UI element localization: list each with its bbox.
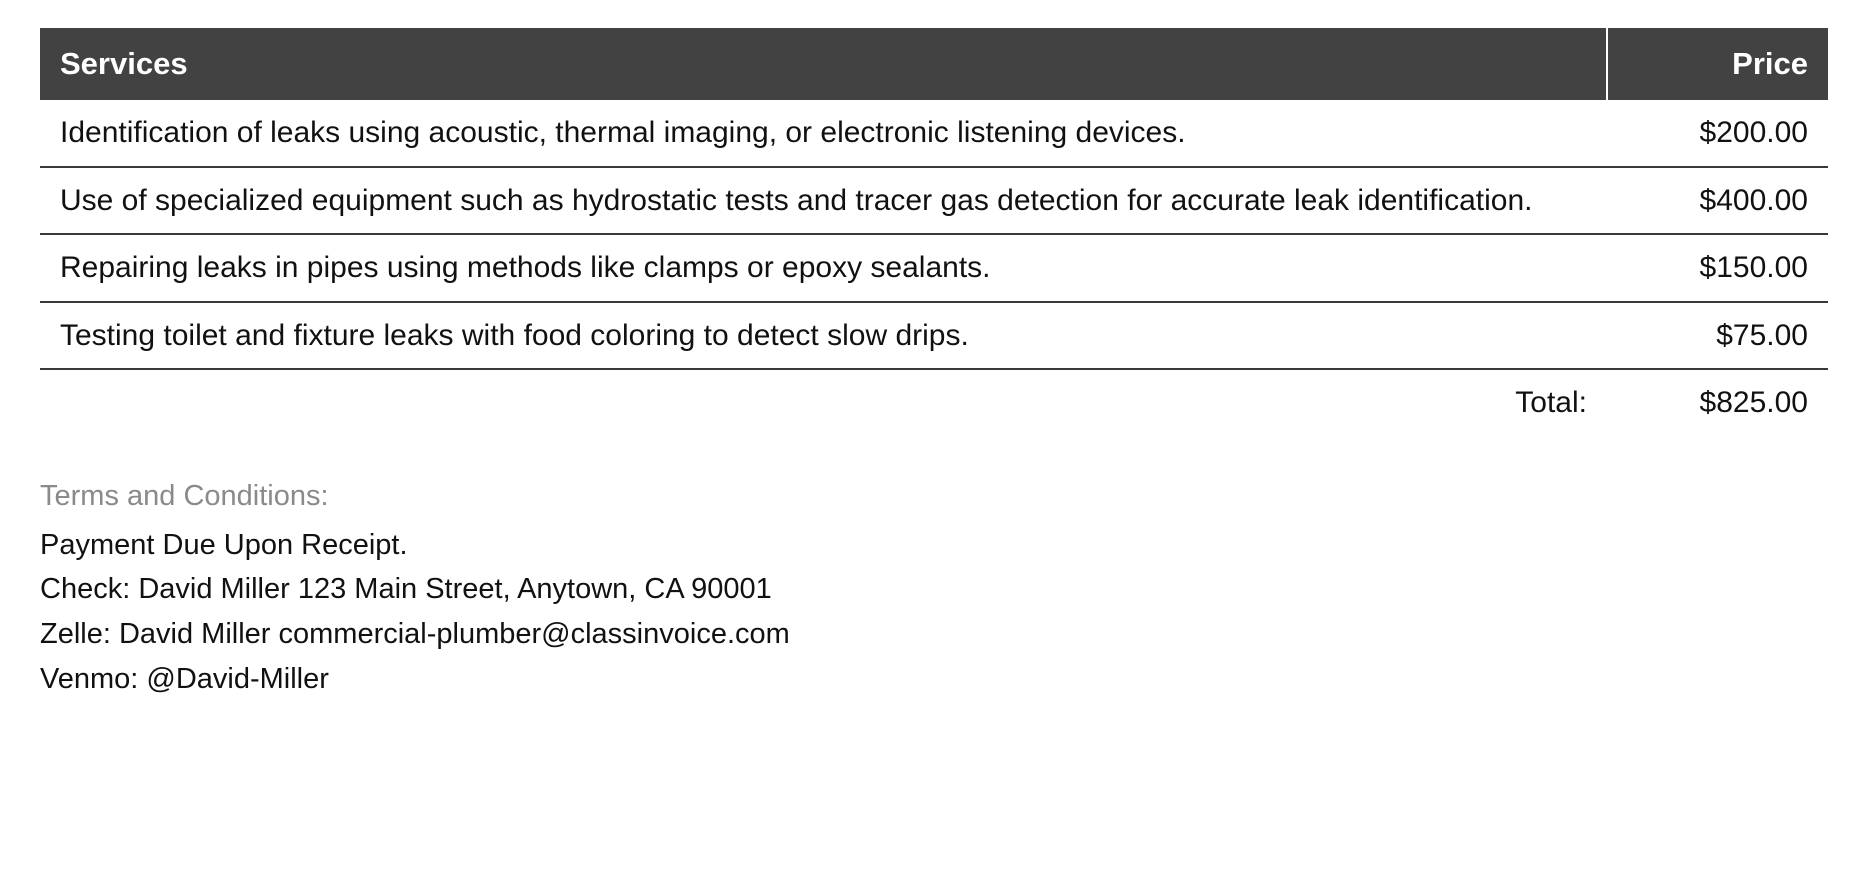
service-description: Repairing leaks in pipes using methods like clamps or epoxy sealants. bbox=[40, 234, 1607, 302]
table-total-row bbox=[40, 369, 1828, 436]
terms-line: Check: David Miller 123 Main Street, Anytown, CA 90001 bbox=[40, 573, 772, 606]
service-price: $150.00 bbox=[1607, 234, 1828, 302]
table-header-row bbox=[40, 28, 1828, 100]
terms-title: Terms and Conditions: bbox=[40, 479, 329, 512]
total-value: $825.00 bbox=[1699, 386, 1808, 419]
table-row bbox=[40, 302, 1828, 370]
table-body bbox=[40, 100, 1828, 436]
service-description: Identification of leaks using acoustic, thermal imaging, or electronic listening devices. bbox=[40, 100, 1607, 167]
table-row bbox=[40, 100, 1828, 167]
service-price: $400.00 bbox=[1607, 167, 1828, 235]
service-description: Testing toilet and fixture leaks with food coloring to detect slow drips. bbox=[40, 302, 1607, 370]
column-header-services: Services bbox=[40, 28, 1607, 100]
table-row bbox=[40, 234, 1828, 302]
service-price: $75.00 bbox=[1607, 302, 1828, 370]
services-table bbox=[40, 28, 1828, 436]
service-description: Use of specialized equipment such as hydrostatic tests and tracer gas detection for accurate leak identification. bbox=[40, 167, 1607, 235]
total-label: Total: bbox=[1515, 386, 1587, 419]
terms-line: Payment Due Upon Receipt. bbox=[40, 528, 408, 561]
table-row bbox=[40, 167, 1828, 235]
table-header bbox=[40, 28, 1828, 100]
terms-line: Venmo: @David-Miller bbox=[40, 663, 329, 696]
column-header-price: Price bbox=[1607, 28, 1828, 100]
terms-and-conditions bbox=[40, 480, 1828, 703]
service-price: $200.00 bbox=[1607, 100, 1828, 167]
terms-line: Zelle: David Miller commercial-plumber@classinvoice.com bbox=[40, 618, 790, 651]
